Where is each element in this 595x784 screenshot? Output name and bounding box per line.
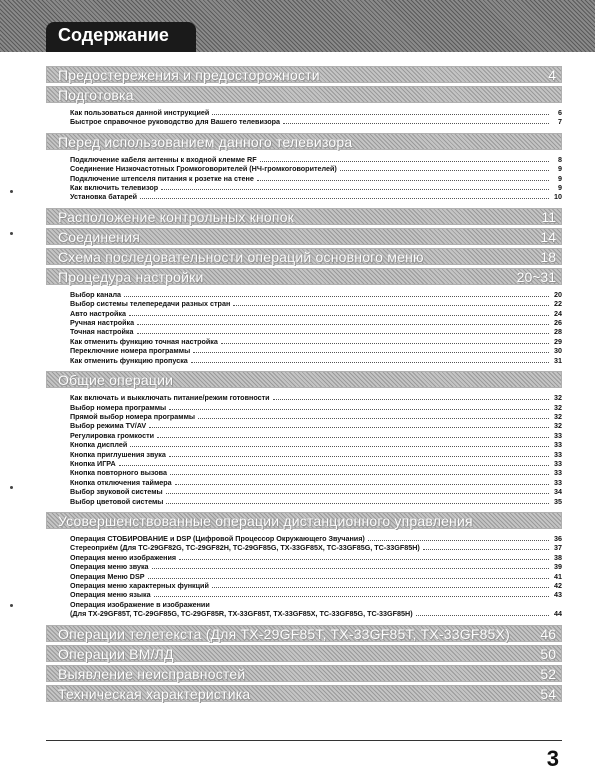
dot-leader <box>161 189 549 190</box>
toc-entry-label: Точная настройка <box>70 327 134 337</box>
section-title: Подготовка <box>58 87 134 103</box>
dot-leader <box>179 559 549 560</box>
toc-entry-label: Переключние номера программы <box>70 346 191 356</box>
margin-mark <box>10 486 13 489</box>
toc-entry-page: 36 <box>554 533 562 543</box>
toc-entry-label: Операция Меню DSP <box>70 571 145 581</box>
section-header[interactable] <box>46 625 562 642</box>
section-page-number: 18 <box>540 248 556 265</box>
section-page-number: 11 <box>541 208 556 225</box>
toc-entry-label: Как отменить функцию точная настройка <box>70 336 218 346</box>
toc-entry-label: Установка батарей <box>70 192 138 202</box>
toc-entry-page: 38 <box>554 552 562 562</box>
toc-entry[interactable] <box>70 553 562 562</box>
toc-entry[interactable] <box>70 468 562 477</box>
section-title: Усовершенствованные операции дистанционного управления <box>58 512 473 529</box>
dot-leader <box>423 549 549 550</box>
dot-leader <box>152 568 549 569</box>
section-page-number: 4 <box>548 67 556 83</box>
section-title: Предостережения и предосторожности <box>58 67 320 83</box>
toc-entry[interactable] <box>70 459 562 468</box>
toc-entry-label: Подключение кабеля антенны к входной клемме RF <box>70 154 257 164</box>
dot-leader <box>198 418 549 419</box>
toc-entry-page: 10 <box>554 192 562 202</box>
section-header[interactable] <box>46 512 562 529</box>
toc-entry-page: 34 <box>554 487 562 497</box>
toc-entry-page: 44 <box>554 609 562 619</box>
toc-entry-label: Операция изображение в изображении <box>70 599 210 609</box>
toc-entry[interactable] <box>70 562 562 571</box>
toc-entry-label: Кнопка повторного вызова <box>70 468 167 478</box>
toc-entry-label: Прямой выбор номера программы <box>70 411 196 421</box>
dot-leader <box>129 315 549 316</box>
section-title: Операции телетекста (Для TX-29GF85T, TX-33GF85T, TX-33GF85X) <box>58 625 510 642</box>
dot-leader <box>137 324 549 325</box>
section-page-number: 52 <box>540 665 556 682</box>
toc-entry-page: 33 <box>554 458 562 468</box>
toc-entry-label: Операция меню языка <box>70 590 151 600</box>
toc-entry[interactable] <box>70 581 562 590</box>
toc-entry[interactable] <box>70 174 562 183</box>
section-title: Расположение контрольных кнопок <box>58 208 295 225</box>
toc-entry-page: 32 <box>554 393 562 403</box>
toc-entry-label: Выбор звуковой системы <box>70 487 163 497</box>
toc-entry[interactable] <box>70 403 562 412</box>
toc-entry-label: Операция меню характерных функций <box>70 581 209 590</box>
toc-section <box>46 268 562 368</box>
toc-entry-page: 30 <box>554 346 562 356</box>
toc-entry-label: Выбор режима TV/AV <box>70 421 147 431</box>
section-header[interactable] <box>46 208 562 225</box>
toc-entry-label: Регулировка громкости <box>70 430 155 440</box>
section-title: Схема последовательности операций основного меню <box>58 248 424 265</box>
toc-entry-page: 22 <box>554 299 562 309</box>
toc-entry-label: Как включить телевизор <box>70 183 159 193</box>
toc-entry-label: Стереоприём (Для TC-29GF82G, TC-29GF82H, TC-29GF85G, TX-33GF85X, TC-33GF85G, TC-33GF85H) <box>70 543 420 553</box>
margin-mark <box>10 190 13 193</box>
toc-entry[interactable] <box>70 590 562 599</box>
toc-section <box>46 625 562 642</box>
toc-entry-page: 29 <box>554 336 562 346</box>
dot-leader <box>140 198 549 199</box>
toc-entry[interactable] <box>70 117 562 126</box>
toc-entry[interactable] <box>70 450 562 459</box>
toc-entry-page: 9 <box>558 183 562 193</box>
dot-leader <box>212 114 549 115</box>
toc-entry-label: Кнопка отключения таймера <box>70 477 172 487</box>
toc-entry[interactable] <box>70 155 562 164</box>
dot-leader <box>257 180 549 181</box>
toc-entry[interactable] <box>70 309 562 318</box>
dot-leader <box>169 456 549 457</box>
toc-entry-label: Соединение Низкочастотных Громкоговорителей (НЧ-громкоговорителей) <box>70 164 337 174</box>
toc-section <box>46 208 562 225</box>
dot-leader <box>260 161 549 162</box>
section-header[interactable] <box>46 268 562 285</box>
margin-mark <box>10 604 13 607</box>
toc-entry-page: 32 <box>554 421 562 431</box>
toc-section <box>46 645 562 662</box>
toc-entry-page: 20 <box>554 289 562 299</box>
toc-entry-list <box>46 150 562 205</box>
toc-entry[interactable] <box>70 572 562 581</box>
section-title: Общие операции <box>58 372 174 389</box>
section-title: Техническая характеристика <box>58 685 251 702</box>
section-header[interactable] <box>46 86 562 103</box>
toc-entry-page: 9 <box>558 164 562 174</box>
toc-entry-label: (Для TX-29GF85T, TC-29GF85G, TC-29GF85R, TX-33GF85T, TX-33GF85X, TC-33GF85G, TC-33GF85H) <box>70 609 413 619</box>
toc-entry-page: 33 <box>554 449 562 459</box>
toc-entry[interactable] <box>70 431 562 440</box>
toc-entry-page: 41 <box>554 571 562 581</box>
dot-leader <box>124 296 549 297</box>
toc-entry-page: 37 <box>554 543 562 553</box>
dot-leader <box>368 540 549 541</box>
toc-entry-label: Выбор системы телепередачи разных стран <box>70 299 231 309</box>
toc-entry[interactable] <box>70 412 562 421</box>
dot-leader <box>119 465 549 466</box>
toc-entry-page: 32 <box>554 402 562 412</box>
toc-entry-list <box>46 285 562 368</box>
toc-entry-page: 8 <box>558 154 562 164</box>
dot-leader <box>130 446 549 447</box>
toc-entry-page: 24 <box>554 308 562 318</box>
section-title: Выявление неисправностей <box>58 665 246 682</box>
dot-leader <box>154 596 549 597</box>
toc-entry[interactable] <box>70 600 562 609</box>
toc-entry-label: Кнопка приглушения звука <box>70 449 166 459</box>
toc-entry[interactable] <box>70 299 562 308</box>
toc-section <box>46 512 562 622</box>
dot-leader <box>169 409 549 410</box>
toc-entry[interactable] <box>70 356 562 365</box>
section-page-number: 50 <box>540 645 556 662</box>
section-header[interactable] <box>46 371 562 388</box>
section-title: Процедура настройки <box>58 268 204 285</box>
section-title: Операции ВМ/ЛД <box>58 645 174 662</box>
section-header[interactable] <box>46 645 562 662</box>
toc-entry[interactable] <box>70 478 562 487</box>
dot-leader <box>137 333 549 334</box>
toc-entry-label: Операция меню изображения <box>70 552 177 562</box>
toc-entry-page: 42 <box>554 581 562 590</box>
section-page-number: 46 <box>540 625 556 642</box>
page-title: Содержание <box>58 25 169 45</box>
toc-entry[interactable] <box>70 421 562 430</box>
toc-entry-label: Выбор цветовой системы <box>70 496 164 506</box>
page-number: 3 <box>546 746 559 771</box>
toc-entry-label: Выбор номера программы <box>70 402 167 412</box>
dot-leader <box>148 578 549 579</box>
toc-entry-page: 6 <box>558 108 562 117</box>
dot-leader <box>191 362 549 363</box>
section-title: Соединения <box>58 228 141 245</box>
section-header[interactable] <box>46 133 562 150</box>
toc-entry[interactable] <box>70 487 562 496</box>
toc-entry-page: 35 <box>554 496 562 506</box>
table-of-contents <box>46 66 562 705</box>
toc-entry-label: Как включать и выкключать питание/режим готовности <box>70 393 270 403</box>
toc-entry-label: Выбор канала <box>70 289 122 299</box>
toc-section <box>46 86 562 130</box>
toc-entry-page: 43 <box>554 590 562 600</box>
section-header[interactable] <box>46 665 562 682</box>
toc-entry[interactable] <box>70 440 562 449</box>
toc-section <box>46 665 562 682</box>
dot-leader <box>273 399 549 400</box>
toc-entry-label: Авто настройка <box>70 308 126 318</box>
dot-leader <box>149 427 549 428</box>
toc-entry-page: 39 <box>554 562 562 572</box>
toc-entry-label: Как отменить функцию пропуска <box>70 355 188 365</box>
section-header[interactable] <box>46 66 562 83</box>
toc-entry-label: Ручная настройка <box>70 318 135 328</box>
toc-entry[interactable] <box>70 318 562 327</box>
dot-leader <box>175 484 549 485</box>
dot-leader <box>157 437 549 438</box>
toc-entry-page: 33 <box>554 430 562 440</box>
toc-entry-label: Операция СТОБИРОВАНИЕ и DSP (Цифровой Процессор Окружающего Звучания) <box>70 533 365 543</box>
dot-leader <box>166 493 549 494</box>
dot-leader <box>340 170 549 171</box>
dot-leader <box>166 503 549 504</box>
toc-entry[interactable] <box>70 164 562 173</box>
toc-entry[interactable] <box>70 543 562 552</box>
section-page-number: 54 <box>540 685 556 702</box>
toc-entry-list <box>46 529 562 622</box>
toc-section <box>46 133 562 205</box>
toc-entry-label: Подключение штепселя питания к розетке на стене <box>70 173 254 183</box>
toc-entry[interactable] <box>70 393 562 402</box>
toc-entry-label: Кнопка ИГРА <box>70 458 116 468</box>
toc-entry-label: Операция меню звука <box>70 562 149 572</box>
toc-entry[interactable] <box>70 497 562 506</box>
toc-entry[interactable] <box>70 346 562 355</box>
toc-entry[interactable] <box>70 290 562 299</box>
dot-leader <box>283 123 549 124</box>
section-title: Перед использованием данного телевизора <box>58 133 353 150</box>
footer-rule <box>46 740 562 741</box>
toc-entry-page: 9 <box>558 173 562 183</box>
toc-entry-page: 28 <box>554 327 562 337</box>
toc-entry-page: 33 <box>554 468 562 478</box>
dot-leader <box>170 474 549 475</box>
toc-entry-page: 33 <box>554 477 562 487</box>
section-header[interactable] <box>46 248 562 265</box>
toc-entry[interactable] <box>70 183 562 192</box>
toc-entry[interactable] <box>70 609 562 618</box>
toc-entry-page: 31 <box>554 355 562 365</box>
dot-leader <box>193 352 549 353</box>
toc-entry-label: Кнопка дисплей <box>70 440 128 450</box>
toc-entry-label: Как пользоваться данной инструкцией <box>70 108 210 117</box>
toc-entry-list <box>46 388 562 509</box>
toc-entry-page: 33 <box>554 440 562 450</box>
dot-leader <box>221 343 549 344</box>
section-page-number: 14 <box>540 228 556 245</box>
toc-section <box>46 248 562 265</box>
toc-entry[interactable] <box>70 327 562 336</box>
toc-section <box>46 66 562 83</box>
toc-entry-page: 7 <box>558 117 562 127</box>
dot-leader <box>416 615 549 616</box>
margin-mark <box>10 232 13 235</box>
toc-entry-label: Быстрое справочное руководство для Вашего телевизора <box>70 117 281 127</box>
toc-entry[interactable] <box>70 534 562 543</box>
toc-section <box>46 371 562 509</box>
dot-leader <box>212 587 549 588</box>
toc-entry[interactable] <box>70 337 562 346</box>
toc-entry-list <box>46 103 562 130</box>
dot-leader <box>233 305 549 306</box>
toc-entry[interactable] <box>70 108 562 117</box>
toc-entry-page: 32 <box>554 411 562 421</box>
section-page-number: 20~31 <box>516 268 556 285</box>
toc-section <box>46 685 562 702</box>
section-header[interactable] <box>46 685 562 702</box>
toc-section <box>46 228 562 245</box>
toc-entry-page: 26 <box>554 318 562 328</box>
toc-entry[interactable] <box>70 192 562 201</box>
section-header[interactable] <box>46 228 562 245</box>
